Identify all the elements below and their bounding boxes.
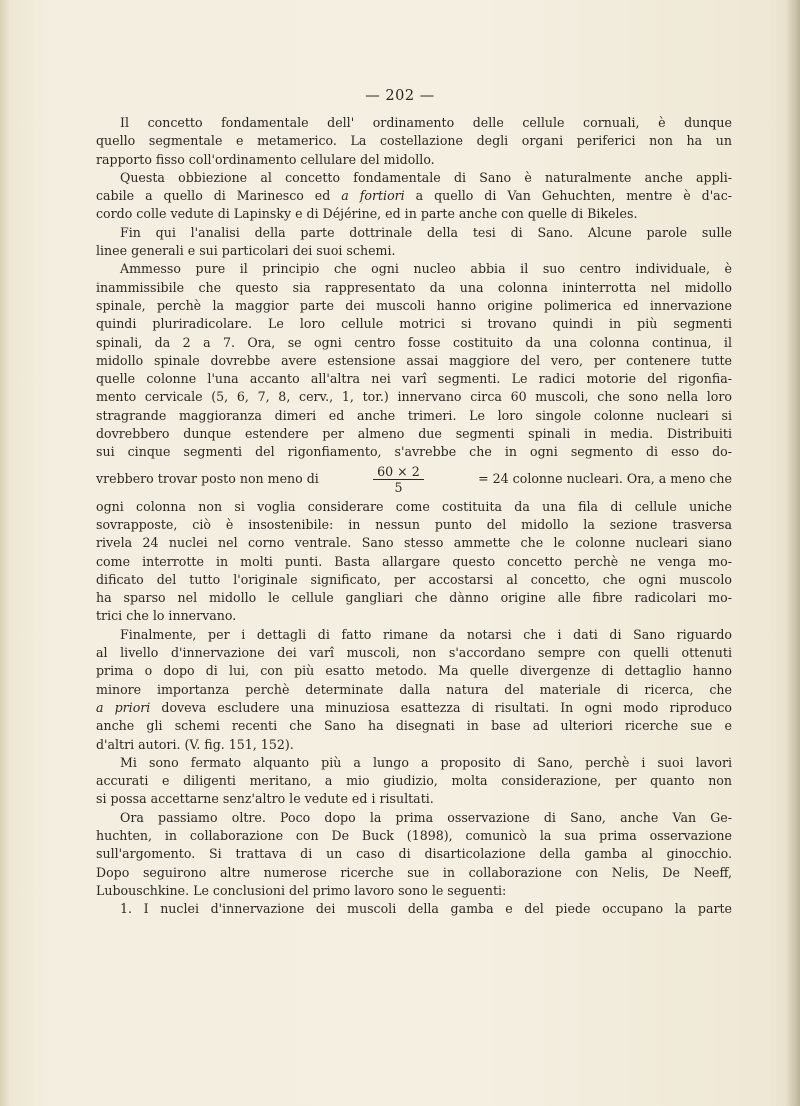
text-line: 1. I nuclei d'innervazione dei muscoli della gamba e del piede occupano la parte bbox=[120, 901, 732, 917]
equation-after: = 24 colonne nucleari. Ora, a meno che bbox=[478, 471, 732, 487]
text-span: doveva escludere una minuziosa esattezza di risultati. In ogni modo riproduco bbox=[150, 699, 732, 715]
text-line: Lubouschkine. Le conclusioni del primo lavoro sono le seguenti: bbox=[96, 882, 507, 898]
text-line bbox=[96, 187, 732, 205]
text-line: sui cinque segmenti del rigonfiamento, s'avrebbe che in ogni segmento di esso do- bbox=[96, 444, 732, 460]
paragraph-4 bbox=[96, 260, 732, 461]
body-text bbox=[96, 114, 732, 918]
text-line: sull'argomento. Si trattava di un caso di disarticolazione della gamba al ginocchio. bbox=[96, 846, 732, 862]
text-line: ogni colonna non si voglia considerare come costituita da una fila di cellule uniche bbox=[96, 498, 732, 514]
text-line: midollo spinale dovrebbe avere estensione assai maggiore del vero, per contenere tutte bbox=[96, 352, 732, 368]
text-line: si possa accettarne senz'altro le vedute ed i risultati. bbox=[96, 791, 434, 807]
text-span: cabile a quello di Marinesco ed bbox=[96, 188, 342, 204]
text-line: linee generali e sui particolari dei suoi schemi. bbox=[96, 243, 396, 259]
page-edge-right bbox=[786, 0, 800, 1106]
paragraph-5 bbox=[96, 498, 732, 626]
text-line: d'altri autori. (V. fig. 151, 152). bbox=[96, 736, 294, 752]
equation-line bbox=[96, 462, 732, 498]
text-line: Dopo seguirono altre numerose ricerche sue in collaborazione con Nelis, De Neeff, bbox=[96, 864, 732, 880]
text-line: trici che lo innervano. bbox=[96, 608, 237, 624]
text-line: accurati e diligenti meritano, a mio giudizio, molta considerazione, per quanto non bbox=[96, 773, 732, 789]
text-line: quelle colonne l'una accanto all'altra nei varî segmenti. Le radici motorie del rigonfia- bbox=[96, 371, 732, 387]
paragraph-9 bbox=[96, 900, 732, 918]
text-line: spinali, da 2 a 7. Ora, se ogni centro fosse costituito da una colonna continua, il bbox=[96, 334, 732, 350]
text-line: dovrebbero dunque estendere per almeno due segmenti spinali in media. Distribuiti bbox=[96, 426, 732, 442]
text-line: cordo colle vedute di Lapinsky e di Déjérine, ed in parte anche con quelle di Bikeles. bbox=[96, 206, 638, 222]
text-line: come interrotte in molti punti. Basta allargare questo concetto perchè ne venga mo- bbox=[96, 553, 732, 569]
text-line bbox=[96, 699, 732, 717]
text-line: spinale, perchè la maggior parte dei muscoli hanno origine polimerica ed innervazione bbox=[96, 297, 732, 313]
text-span: a quello di Van Gehuchten, mentre è d'ac- bbox=[404, 188, 732, 204]
text-line: Ammesso pure il principio che ogni nucleo abbia il suo centro individuale, è bbox=[120, 261, 732, 277]
text-line: mento cervicale (5, 6, 7, 8, cerv., 1, tor.) innervano circa 60 muscoli, che sono nella loro bbox=[96, 389, 732, 405]
equation-before: vrebbero trovar posto non meno di bbox=[96, 471, 319, 487]
text-line: Mi sono fermato alquanto più a lungo a proposito di Sano, perchè i suoi lavori bbox=[120, 754, 732, 770]
paragraph-6 bbox=[96, 626, 732, 754]
text-line: anche gli schemi recenti che Sano ha disegnati in base ad ulteriori ricerche sue e bbox=[96, 718, 732, 734]
text-line: minore importanza perchè determinate dalla natura del materiale di ricerca, che bbox=[96, 681, 732, 697]
emphasis-text: a priori bbox=[96, 699, 151, 715]
text-line: Questa obbiezione al concetto fondamentale di Sano è naturalmente anche appli- bbox=[120, 169, 732, 185]
fraction-numerator: 60 × 2 bbox=[373, 464, 424, 480]
fraction-denominator: 5 bbox=[394, 480, 403, 496]
text-line: rapporto fisso coll'ordinamento cellulare del midollo. bbox=[96, 151, 435, 167]
emphasis-text: a fortiori bbox=[341, 188, 405, 204]
fraction bbox=[373, 464, 424, 495]
text-line: Ora passiamo oltre. Poco dopo la prima osservazione di Sano, anche Van Ge- bbox=[120, 809, 732, 825]
text-line: prima o dopo di lui, con più esatto metodo. Ma quelle divergenze di dettaglio hanno bbox=[96, 663, 732, 679]
paragraph-3 bbox=[96, 224, 732, 261]
text-line: stragrande maggioranza dimeri ed anche trimeri. Le loro singole colonne nucleari si bbox=[96, 407, 732, 423]
paragraph-2 bbox=[96, 169, 732, 224]
text-line: al livello d'innervazione dei varî muscoli, non s'accordano sempre con quelli ottenuti bbox=[96, 645, 732, 661]
text-line: huchten, in collaborazione con De Buck (1898), comunicò la sua prima osservazione bbox=[96, 827, 732, 843]
page-number: — 202 — bbox=[365, 88, 435, 104]
paragraph-8 bbox=[96, 809, 732, 900]
text-line: Finalmente, per i dettagli di fatto rimane da notarsi che i dati di Sano riguardo bbox=[120, 626, 732, 642]
text-line: quindi pluriradicolare. Le loro cellule motrici si trovano quindi in più segmenti bbox=[96, 316, 732, 332]
text-line: rivela 24 nuclei nel corno ventrale. Sano stesso ammette che le colonne nucleari siano bbox=[96, 535, 732, 551]
text-line: Fin qui l'analisi della parte dottrinale della tesi di Sano. Alcune parole sulle bbox=[120, 224, 732, 240]
text-line: inammissibile che questo sia rappresentato da una colonna ininterrotta nel midollo bbox=[96, 279, 732, 295]
text-line: ha sparso nel midollo le cellule gangliari che dànno origine alle fibre radicolari mo- bbox=[96, 590, 732, 606]
paragraph-1 bbox=[96, 114, 732, 169]
text-line: Il concetto fondamentale dell' ordinamento delle cellule cornuali, è dunque bbox=[120, 115, 732, 130]
text-line: dificato del tutto l'originale significato, per accostarsi al concetto, che ogni muscolo bbox=[96, 571, 732, 587]
paragraph-7 bbox=[96, 754, 732, 809]
text-line: quello segmentale e metamerico. La costellazione degli organi periferici non ha un bbox=[96, 133, 732, 149]
text-line: sovrapposte, ciò è insostenibile: in nessun punto del midollo la sezione trasversa bbox=[96, 516, 732, 532]
page-edge-left bbox=[0, 0, 10, 1106]
